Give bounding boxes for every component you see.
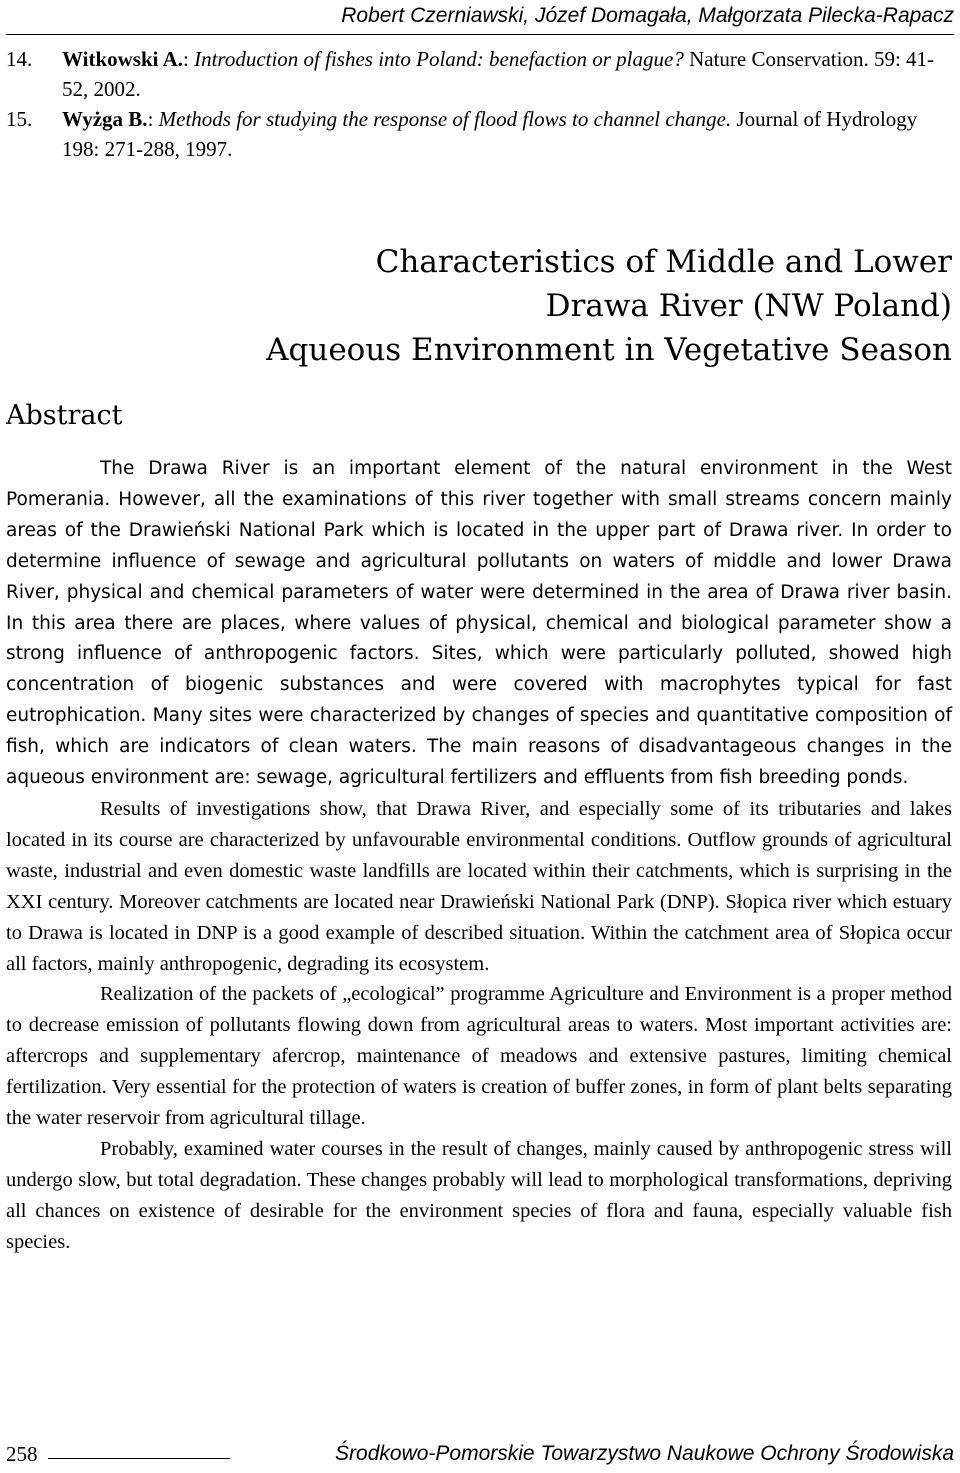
reference-authors: Wyżga B. [62,107,148,131]
abstract-paragraph: Probably, examined water courses in the result of changes, mainly caused by anthropogenic stress will undergo slow, but total degradation. These changes probably will lead to morphological transformations, depriving all chances on existence of desirable for the environment species of flora and fauna, especially valuable fish species. [6,1137,952,1253]
reference-source: Nature Conservation. 59: 41-52, 2002. [62,47,935,101]
abstract-paragraph: Realization of the packets of „ecological” programme Agriculture and Environment is a proper method to decrease emission of pollutants flowing down from agricultural areas to waters. Most important activities are: aftercrops and supplementary afercrop, maintenance of meadows and extensive pastures, limiting chemical fertilization. Very essential for the protection of waters is creation of buffer zones, in form of plant belts separating the water reservoir from agricultural tillage. [6,983,952,1130]
reference-authors: Witkowski A. [62,47,183,71]
reference-text [62,44,956,104]
reference-number: 15. [6,107,33,131]
page-number: 258 [6,1442,38,1466]
reference-separator: : [183,47,195,71]
title-line: Aqueous Environment in Vegetative Season [266,332,952,368]
title-line: Drawa River (NW Poland) [545,288,952,324]
reference-separator: : [147,107,159,131]
footer-rule [48,1458,230,1459]
reference-item [6,104,956,164]
abstract-body [6,454,952,1258]
footer-journal-name: Środkowo-Pomorskie Towarzystwo Naukowe Ochrony Środowiska [335,1442,954,1465]
reference-text [62,104,956,164]
reference-number: 14. [6,47,33,71]
abstract-paragraph: Results of investigations show, that Drawa River, and especially some of its tributaries and lakes located in its course are characterized by unfavourable environmental conditions. Outflow grounds of agricultural waste, industrial and even domestic waste landfills are located within their catchments, which is surprising in the XXI century. Moreover catchments are located near Drawieński National Park (DNP). Słopica river which estuary to Drawa is located in DNP is a good example of described situation. Within the catchment area of Słopica occur all factors, mainly anthropogenic, degrading its ecosystem. [6,797,952,975]
reference-source: Journal of Hydrology 198: 271-288, 1997. [62,107,918,161]
title-line: Characteristics of Middle and Lower [375,244,952,280]
header-rule [6,34,954,35]
reference-list [6,44,956,164]
reference-title: Methods for studying the response of flood flows to channel change. [158,107,732,131]
abstract-heading: Abstract [6,400,123,431]
abstract-paragraph: The Drawa River is an important element of the natural environment in the West Pomerania. However, all the examinations of this river together with small streams concern mainly areas of the Drawieński National Park which is located in the upper part of Drawa river. In order to determine influence of sewage and agricultural pollutants on waters of middle and lower Drawa River, physical and chemical parameters of water were determined in the area of Drawa river basin. In this area there are places, where values of physical, chemical and biological parameter show a strong influence of anthropogenic factors. Sites, which were particularly polluted, showed high concentration of biogenic substances and were covered with macrophytes typical for fast eutrophication. Many sites were characterized by changes of species and quantitative composition of fish, which are indicators of clean waters. The main reasons of disadvantageous changes in the aqueous environment are: sewage, agricultural fertilizers and effluents from fish breeding ponds. [6,458,952,789]
article-title [192,240,952,372]
reference-title: Introduction of fishes into Poland: benefaction or plague? [194,47,684,71]
running-head: Robert Czerniawski, Józef Domagała, Małgorzata Pilecka-Rapacz [341,4,954,27]
reference-item [6,44,956,104]
